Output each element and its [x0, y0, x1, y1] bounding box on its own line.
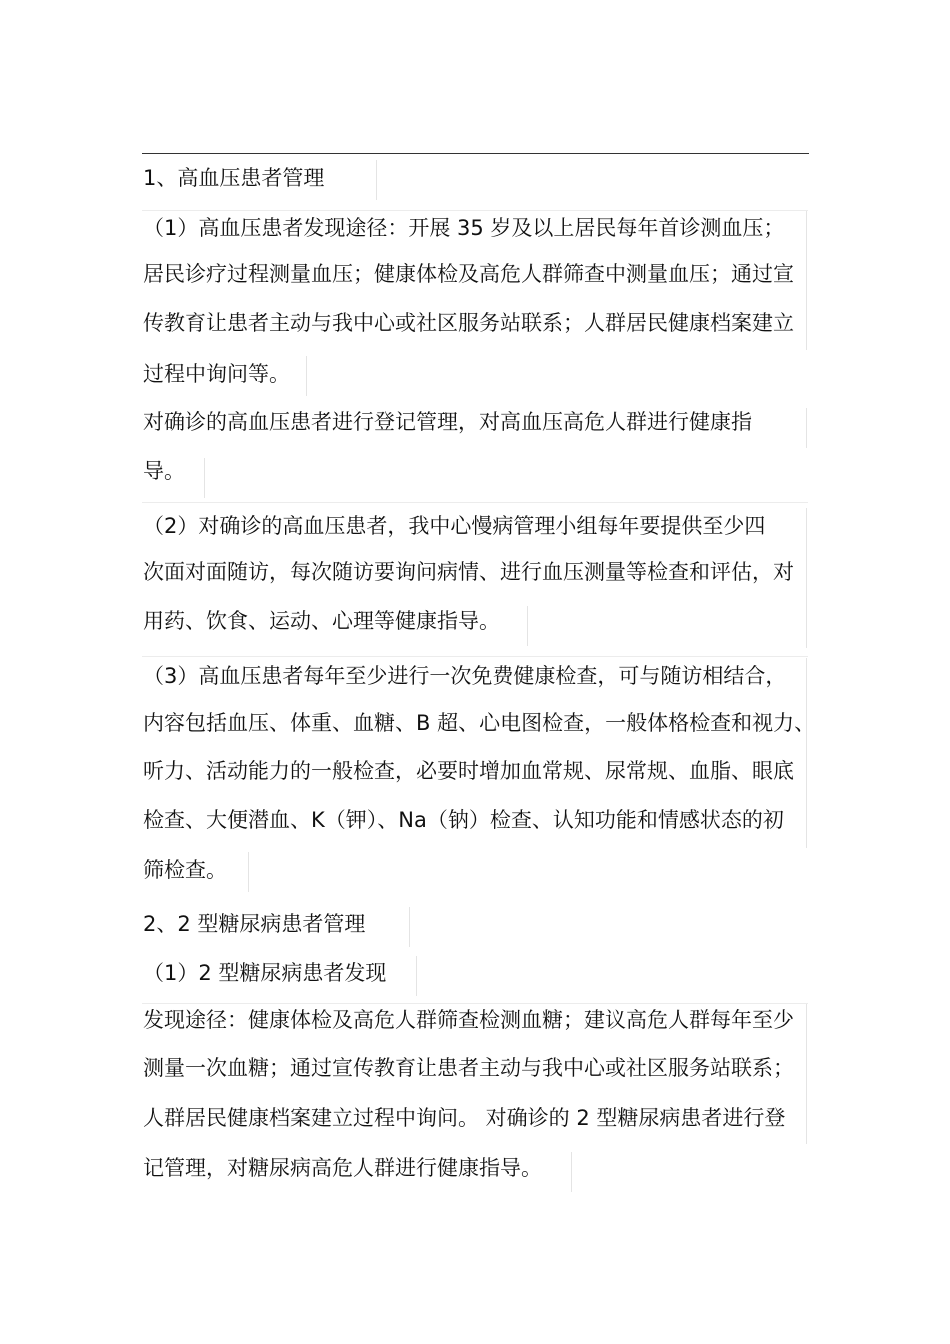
paragraph-line: 人群居民健康档案建立过程中询问。 对确诊的 2 型糖尿病患者进行登 — [143, 1106, 786, 1130]
cell-guide-line — [806, 508, 807, 648]
paragraph-line: 记管理，对糖尿病高危人群进行健康指导。 — [143, 1156, 542, 1180]
paragraph-line: 用药、饮食、运动、心理等健康指导。 — [143, 609, 500, 633]
cell-guide-line — [142, 210, 808, 211]
cell-guide-line — [142, 1003, 808, 1004]
paragraph-line: （1）高血压患者发现途径：开展 35 岁及以上居民每年首诊测血压； — [143, 216, 785, 240]
paragraph-line: 听力、活动能力的一般检查，必要时增加血常规、尿常规、血脂、眼底 — [143, 759, 794, 783]
cell-guide-line — [409, 907, 410, 947]
paragraph-line: 筛检查。 — [143, 858, 227, 882]
paragraph-line: 检查、大便潜血、K（钾）、Na（钠）检查、认知功能和情感状态的初 — [143, 808, 784, 832]
cell-guide-line — [142, 656, 808, 657]
section-heading-diabetes: 2、2 型糖尿病患者管理 — [143, 912, 366, 936]
cell-guide-line — [806, 658, 807, 848]
paragraph-line: 内容包括血压、体重、血糖、B 超、心电图检查，一般体格检查和视力、 — [143, 711, 816, 735]
cell-guide-line — [376, 160, 377, 200]
paragraph-line: 传教育让患者主动与我中心或社区服务站联系；人群居民健康档案建立 — [143, 311, 794, 335]
cell-guide-line — [571, 1152, 572, 1192]
cell-guide-line — [204, 458, 205, 498]
subsection-heading: （1）2 型糖尿病患者发现 — [143, 961, 387, 985]
cell-guide-line — [416, 956, 417, 996]
paragraph-line: 对确诊的高血压患者进行登记管理，对高血压高危人群进行健康指 — [143, 410, 752, 434]
paragraph-line: 导。 — [143, 459, 185, 483]
paragraph-line: 发现途径：健康体检及高危人群筛查检测血糖；建议高危人群每年至少 — [143, 1008, 794, 1032]
header-rule — [142, 153, 809, 154]
cell-guide-line — [142, 502, 808, 503]
paragraph-line: 过程中询问等。 — [143, 362, 290, 386]
paragraph-line: 测量一次血糖；通过宣传教育让患者主动与我中心或社区服务站联系； — [143, 1056, 794, 1080]
section-heading-hypertension: 1、高血压患者管理 — [143, 166, 325, 190]
cell-guide-line — [248, 852, 249, 892]
cell-guide-line — [806, 210, 807, 350]
paragraph-line: 次面对面随访，每次随访要询问病情、进行血压测量等检查和评估，对 — [143, 560, 794, 584]
cell-guide-line — [306, 356, 307, 396]
paragraph-line: （2）对确诊的高血压患者，我中心慢病管理小组每年要提供至少四 — [143, 514, 766, 538]
cell-guide-line — [527, 606, 528, 646]
cell-guide-line — [806, 408, 807, 448]
cell-guide-line — [806, 1004, 807, 1144]
paragraph-line: （3）高血压患者每年至少进行一次免费健康检查，可与随访相结合， — [143, 664, 787, 688]
paragraph-line: 居民诊疗过程测量血压；健康体检及高危人群筛查中测量血压；通过宣 — [143, 262, 794, 286]
